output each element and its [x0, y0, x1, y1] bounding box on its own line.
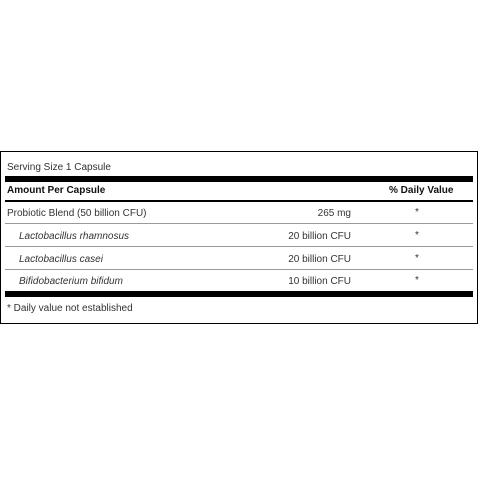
nutrient-amount: 265 mg [317, 208, 351, 219]
column-header-row [7, 185, 471, 199]
serving-size: Serving Size 1 Capsule [7, 162, 111, 173]
nutrient-row-lactobacillus-rhamnosus [5, 225, 473, 247]
supplement-facts-panel [0, 151, 478, 324]
bottom-divider [5, 291, 473, 297]
nutrient-name: Probiotic Blend (50 billion CFU) [7, 208, 147, 219]
nutrient-daily-value: * [415, 253, 419, 264]
nutrient-daily-value: * [415, 230, 419, 241]
footnote: * Daily value not established [7, 303, 133, 314]
daily-value-header: % Daily Value [389, 185, 454, 196]
row-divider [5, 246, 473, 247]
nutrient-daily-value: * [415, 207, 419, 218]
nutrient-row-lactobacillus-casei [5, 248, 473, 270]
amount-per-capsule-header: Amount Per Capsule [7, 185, 106, 196]
nutrient-name: Lactobacillus casei [19, 254, 103, 265]
nutrient-amount: 20 billion CFU [288, 231, 351, 242]
nutrient-row-probiotic-blend [5, 202, 473, 224]
nutrient-amount: 20 billion CFU [288, 254, 351, 265]
row-divider [5, 223, 473, 224]
nutrient-daily-value: * [415, 275, 419, 286]
top-divider [5, 176, 473, 182]
nutrient-name: Bifidobacterium bifidum [19, 276, 123, 287]
nutrient-amount: 10 billion CFU [288, 276, 351, 287]
nutrient-name: Lactobacillus rhamnosus [19, 231, 130, 242]
nutrient-row-bifidobacterium-bifidum [5, 270, 473, 292]
